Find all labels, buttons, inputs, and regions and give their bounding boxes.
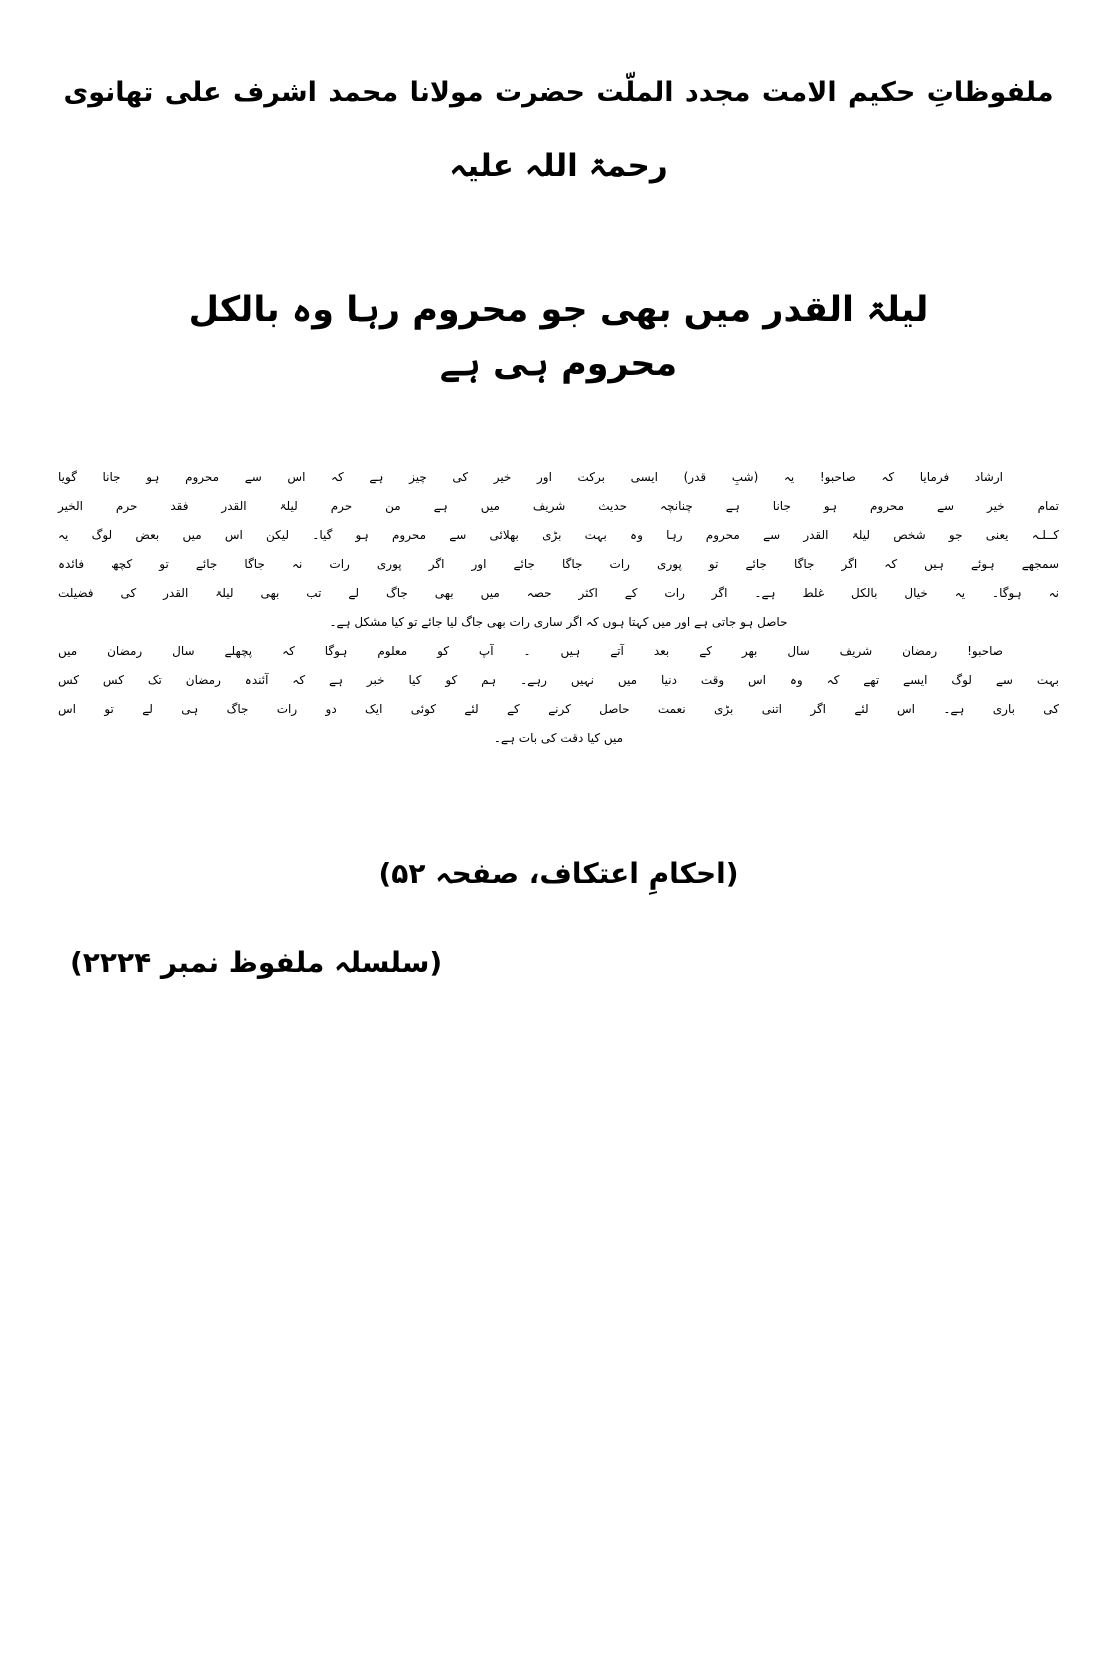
text-line: بہت سے لوگ ایسے تھے کہ وہ اس وقت دنیا میں نہیں رہے۔ ہم کو کیا خبر ہے کہ آئندہ رمضان تک کس کس	[58, 673, 1059, 688]
citation-serial-number: (سلسلہ ملفوظ نمبر ۲۲۲۴)	[70, 946, 443, 980]
section-heading: لیلۃ القدر میں بھی جو محروم رہا وہ بالکل محروم ہی ہے	[188, 289, 929, 384]
body-text	[58, 463, 1059, 753]
text-line: حاصل ہو جاتی ہے اور میں کہتا ہوں کہ اگر ساری رات بھی جاگ لیا جائے تو کیا مشکل ہے۔	[329, 615, 788, 630]
text-line: ارشاد فرمایا کہ صاحبو! یہ (شبِ قدر) ایسی برکت اور خیر کی چیز ہے کہ اس سے محروم ہو جانا گویا	[58, 470, 1003, 485]
title-block	[58, 74, 1059, 187]
document-page	[0, 74, 1117, 1654]
text-line: میں کیا دقت کی بات ہے۔	[493, 731, 624, 746]
document-title: ملفوظاتِ حکیم الامت مجدد الملّت حضرت مولانا محمد اشرف علی تھانوی	[63, 77, 1054, 108]
paragraph-1	[58, 463, 1059, 637]
author-honorific: رحمۃ اللہ علیہ	[449, 148, 668, 185]
text-line: نہ ہوگا۔ یہ خیال بالکل غلط ہے۔ اگر رات کے اکثر حصہ میں بھی جاگ لے تب بھی لیلۃ القدر کی فضیلت	[58, 586, 1059, 601]
text-line: سمجھے ہوئے ہیں کہ اگر جاگا جائے تو پوری رات جاگا جائے اور اگر پوری رات نہ جاگا جائے تو کچھ فائدہ	[58, 557, 1059, 572]
text-line: تمام خیر سے محروم ہو جانا ہے چنانچہ حدیث شریف میں ہے من حرم لیلۃ القدر فقد حرم الخیر	[58, 499, 1059, 514]
paragraph-2	[58, 637, 1059, 753]
text-line: صاحبو! رمضان شریف سال بھر کے بعد آتے ہیں ۔ آپ کو معلوم ہوگا کہ پچھلے سال رمضان میں	[58, 644, 1003, 659]
text-line: کــلـہ یعنی جو شخص لیلۃ القدر سے محروم رہا وہ بہت بڑی بھلائی سے محروم ہو گیا۔ لیکن اس میں بعض لوگ یہ	[58, 528, 1059, 543]
text-line: کی باری ہے۔ اس لئے اگر اتنی بڑی نعمت حاصل کرنے کے لئے کوئی ایک دو رات جاگ ہی لے تو اس	[58, 702, 1059, 717]
citation-source: (احکامِ اعتکاف، صفحہ ۵۲)	[378, 857, 739, 891]
